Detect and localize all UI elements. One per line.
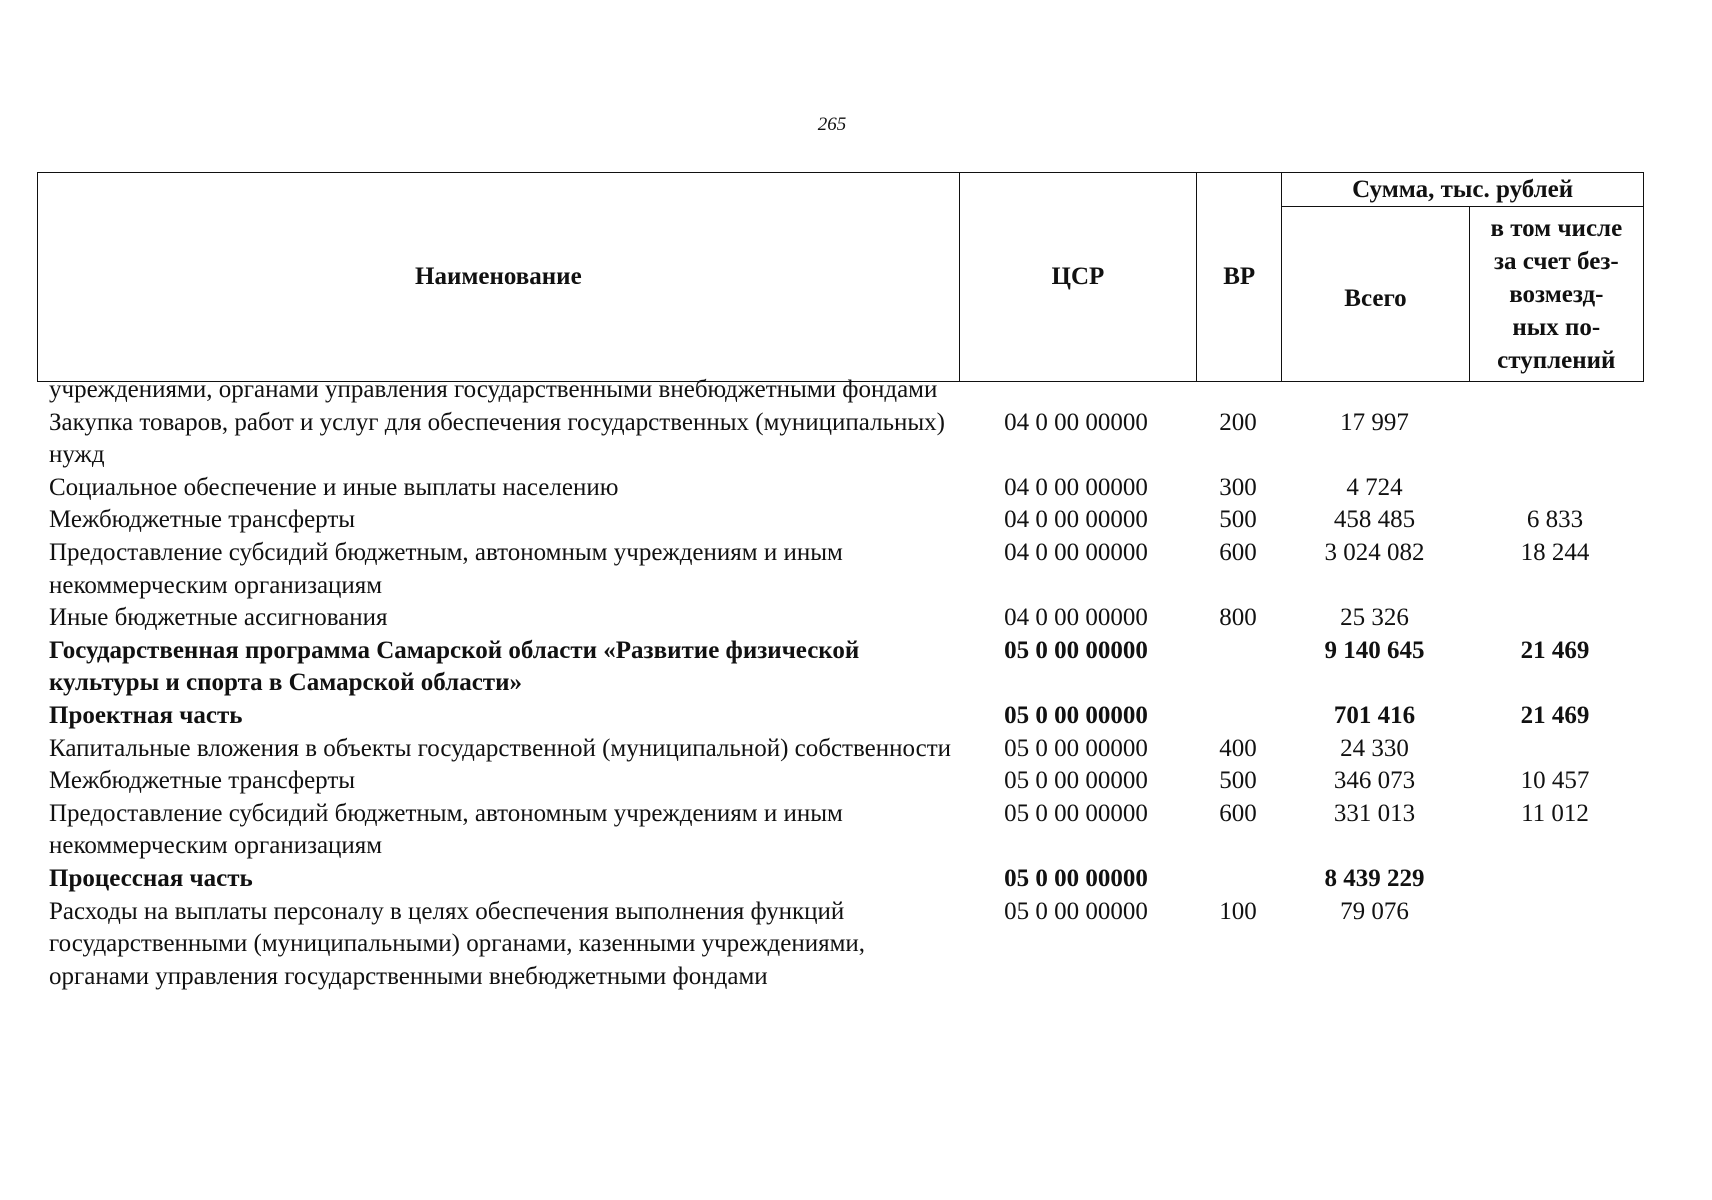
header-free-line: ступлений (1497, 346, 1616, 374)
row-name: Иные бюджетные ассигнования (49, 604, 388, 632)
row-csr-code: 05 0 00 00000 (1004, 897, 1148, 925)
row-free-of-charge-amount: 18 244 (1520, 538, 1590, 566)
row-total-amount: 79 076 (1340, 897, 1409, 925)
header-free-line: за счет без- (1493, 247, 1619, 275)
row-name: Капитальные вложения в объекты государственной (муниципальной) собственности (49, 734, 952, 762)
row-total-amount: 4 724 (1346, 473, 1403, 501)
row-total-amount: 701 416 (1333, 701, 1416, 729)
row-free-of-charge-amount: 11 012 (1521, 799, 1589, 827)
row-vr-code: 500 (1219, 767, 1257, 795)
row-vr-code: 500 (1219, 506, 1257, 534)
row-total-amount: 458 485 (1333, 506, 1416, 534)
row-csr-code: 05 0 00 00000 (1004, 864, 1148, 892)
header-vr: ВР (1197, 173, 1282, 382)
row-name: Закупка товаров, работ и услуг для обеспечения государственных (муниципальных) нужд (49, 408, 945, 469)
row-total-amount: 346 073 (1333, 767, 1416, 795)
row-name: Предоставление субсидий бюджетным, автономным учреждениям и иным некоммерческим организациям (49, 538, 843, 599)
table-row (49, 472, 1649, 505)
row-total-amount: 25 326 (1340, 604, 1409, 632)
row-total-amount: 17 997 (1340, 408, 1409, 436)
row-vr-code: 800 (1219, 604, 1257, 632)
row-free-of-charge-amount: 21 469 (1520, 701, 1590, 729)
header-csr: ЦСР (959, 173, 1196, 382)
row-vr-code: 300 (1219, 473, 1257, 501)
header-free-line: возмезд- (1509, 280, 1604, 308)
row-free-of-charge-amount: 10 457 (1520, 767, 1590, 795)
table-header (37, 172, 1644, 382)
row-name: Государственная программа Самарской области «Развитие физической культуры и спорта в Самарской области» (49, 636, 860, 697)
row-vr-code: 100 (1219, 897, 1257, 925)
row-name: Предоставление субсидий бюджетным, автономным учреждениям и иным некоммерческим организациям (49, 799, 843, 860)
row-total-amount: 8 439 229 (1324, 864, 1425, 892)
table-row (49, 896, 1649, 994)
row-csr-code: 05 0 00 00000 (1004, 767, 1148, 795)
header-total: Всего (1282, 207, 1469, 382)
header-free-line: в том числе (1490, 214, 1623, 242)
row-name: Социальное обеспечение и иные выплаты населению (49, 473, 619, 501)
row-csr-code: 04 0 00 00000 (1004, 408, 1148, 436)
row-vr-code: 600 (1219, 799, 1257, 827)
row-total-amount: 24 330 (1340, 734, 1409, 762)
table-body (49, 374, 1649, 993)
row-name: учреждениями, органами управления государственными внебюджетными фондами (49, 376, 938, 403)
row-name: Расходы на выплаты персоналу в целях обеспечения выполнения функций государственными (муниципальными) органами, казенными учреждениями, органами управления государственными внебюджетными фондами (49, 897, 866, 990)
row-name: Межбюджетные трансферты (49, 506, 356, 534)
table-row (49, 798, 1649, 863)
row-csr-code: 04 0 00 00000 (1004, 604, 1148, 632)
row-total-amount: 331 013 (1333, 799, 1416, 827)
table-row (49, 407, 1649, 472)
table-row (49, 765, 1649, 798)
row-name: Процессная часть (49, 864, 253, 892)
table-row (49, 602, 1649, 635)
row-name: Межбюджетные трансферты (49, 767, 356, 795)
row-vr-code: 200 (1219, 408, 1257, 436)
header-free-of-charge (1469, 207, 1643, 382)
header-sum: Сумма, тыс. рублей (1282, 173, 1644, 207)
row-csr-code: 05 0 00 00000 (1004, 636, 1148, 664)
table-row (49, 733, 1649, 766)
row-csr-code: 05 0 00 00000 (1004, 734, 1148, 762)
table-row (49, 635, 1649, 700)
row-csr-code: 04 0 00 00000 (1004, 538, 1148, 566)
page-number: 265 (817, 114, 847, 135)
row-csr-code: 04 0 00 00000 (1004, 473, 1148, 501)
row-free-of-charge-amount: 21 469 (1520, 636, 1590, 664)
row-name: Проектная часть (49, 701, 243, 729)
row-total-amount: 9 140 645 (1324, 636, 1425, 664)
table-row (49, 537, 1649, 602)
row-csr-code: 04 0 00 00000 (1004, 506, 1148, 534)
table-row (49, 374, 1649, 407)
header-name: Наименование (38, 173, 960, 382)
table-row (49, 504, 1649, 537)
table-row (49, 863, 1649, 896)
row-csr-code: 05 0 00 00000 (1004, 701, 1148, 729)
row-total-amount: 3 024 082 (1324, 538, 1425, 566)
header-free-line: ных по- (1512, 313, 1601, 341)
row-vr-code: 400 (1219, 734, 1257, 762)
row-csr-code: 05 0 00 00000 (1004, 799, 1148, 827)
row-vr-code: 600 (1219, 538, 1257, 566)
row-free-of-charge-amount: 6 833 (1526, 506, 1584, 534)
table-row (49, 700, 1649, 733)
